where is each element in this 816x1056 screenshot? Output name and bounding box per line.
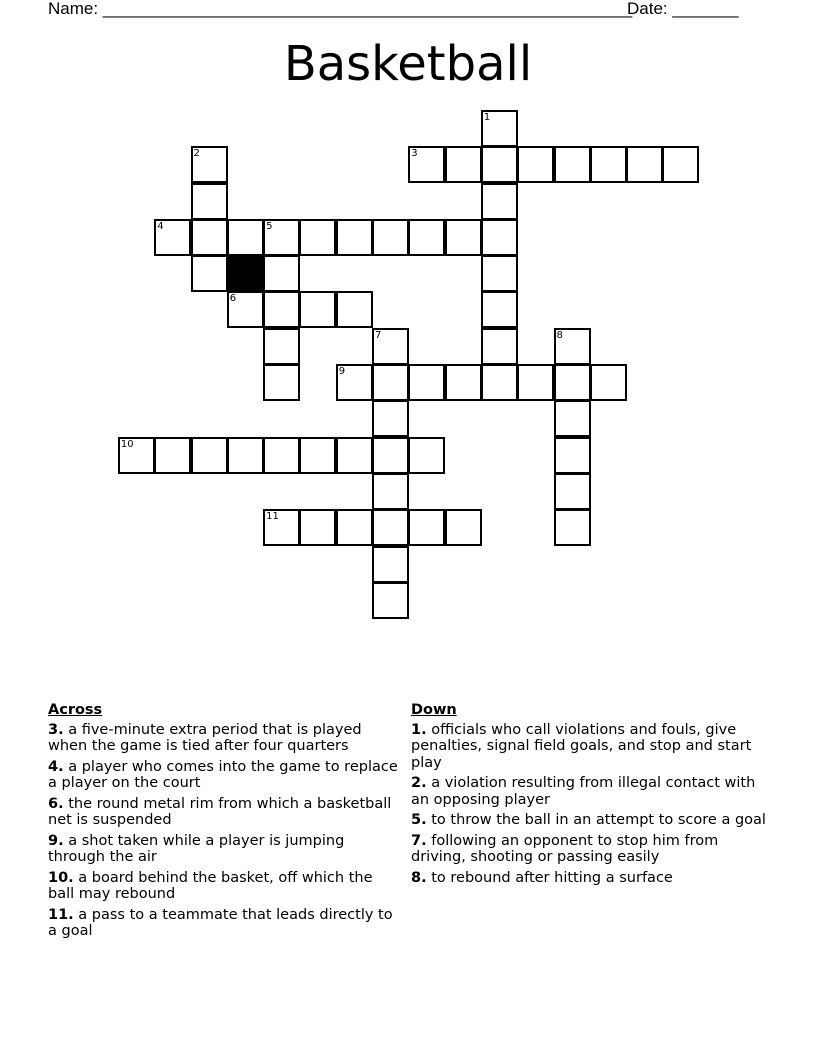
clue-across-9 xyxy=(48,833,398,866)
clue-text: a five-minute extra period that is played when the game is tied after four quarters xyxy=(48,721,362,754)
grid-cell[interactable] xyxy=(408,219,445,256)
grid-cell[interactable] xyxy=(263,219,300,256)
grid-cell[interactable] xyxy=(481,183,518,220)
grid-cell[interactable] xyxy=(481,110,518,147)
grid-cell[interactable] xyxy=(154,437,191,474)
grid-cell[interactable] xyxy=(336,437,373,474)
page-title: Basketball xyxy=(283,36,533,92)
grid-cell[interactable] xyxy=(372,328,409,365)
clue-text: the round metal rim from which a basketball net is suspended xyxy=(48,795,392,828)
grid-cell[interactable] xyxy=(554,328,591,365)
grid-cell[interactable] xyxy=(408,509,445,546)
grid-cell[interactable] xyxy=(408,364,445,401)
black-cell xyxy=(227,255,264,292)
grid-cell[interactable] xyxy=(191,437,228,474)
name-field[interactable]: Name: ________________________________________________________ xyxy=(48,0,633,18)
clue-text: a player who comes into the game to replace a player on the court xyxy=(48,758,398,791)
clue-number: 4. xyxy=(48,758,64,775)
grid-cell[interactable] xyxy=(590,146,627,183)
grid-cell[interactable] xyxy=(481,255,518,292)
grid-cell[interactable] xyxy=(299,291,336,328)
grid-cell[interactable] xyxy=(372,437,409,474)
clue-number: 11. xyxy=(48,906,74,923)
grid-cell[interactable] xyxy=(227,291,264,328)
grid-cell[interactable] xyxy=(372,219,409,256)
clue-number: 1. xyxy=(411,721,427,738)
clue-number-label: 5 xyxy=(266,220,273,232)
grid-cell[interactable] xyxy=(227,219,264,256)
grid-cell[interactable] xyxy=(263,255,300,292)
grid-cell[interactable] xyxy=(372,400,409,437)
clue-across-4 xyxy=(48,759,398,792)
clue-across-3 xyxy=(48,722,398,755)
grid-cell[interactable] xyxy=(590,364,627,401)
grid-cell[interactable] xyxy=(336,291,373,328)
grid-cell[interactable] xyxy=(336,509,373,546)
clue-text: following an opponent to stop him from driving, shooting or passing easily xyxy=(411,832,719,865)
grid-cell[interactable] xyxy=(263,509,300,546)
clue-text: a shot taken while a player is jumping through the air xyxy=(48,832,345,865)
date-field[interactable]: Date: _______ xyxy=(627,0,739,18)
grid-cell[interactable] xyxy=(372,546,409,583)
grid-cell[interactable] xyxy=(191,183,228,220)
clue-text: a violation resulting from illegal contact with an opposing player xyxy=(411,775,756,808)
grid-cell[interactable] xyxy=(517,146,554,183)
grid-cell[interactable] xyxy=(263,437,300,474)
grid-cell[interactable] xyxy=(336,364,373,401)
grid-cell[interactable] xyxy=(408,437,445,474)
clue-number-label: 3 xyxy=(411,148,418,160)
across-heading: Across xyxy=(48,702,103,718)
grid-cell[interactable] xyxy=(372,582,409,619)
clue-number-label: 1 xyxy=(483,111,491,123)
grid-cell[interactable] xyxy=(445,146,482,183)
grid-cell[interactable] xyxy=(445,364,482,401)
grid-cell[interactable] xyxy=(299,509,336,546)
grid-cell[interactable] xyxy=(481,328,518,365)
grid-cell[interactable] xyxy=(299,219,336,256)
grid-cell[interactable] xyxy=(263,291,300,328)
clue-number: 8. xyxy=(411,869,427,886)
clue-number-label: 8 xyxy=(556,329,563,341)
clue-number: 2. xyxy=(411,775,427,791)
grid-cell[interactable] xyxy=(299,437,336,474)
clue-number: 6. xyxy=(48,795,64,812)
grid-cell[interactable] xyxy=(372,509,409,546)
clue-number-label: 7 xyxy=(375,329,382,341)
clue-text: to rebound after hitting a surface xyxy=(431,869,673,886)
grid-cell[interactable] xyxy=(445,509,482,546)
grid-cell[interactable] xyxy=(626,146,663,183)
clue-down-2 xyxy=(411,775,773,808)
grid-cell[interactable] xyxy=(554,146,591,183)
clue-number-label: 4 xyxy=(157,220,164,232)
grid-cell[interactable] xyxy=(408,146,445,183)
grid-cell[interactable] xyxy=(517,364,554,401)
grid-cell[interactable] xyxy=(481,146,518,183)
grid-cell[interactable] xyxy=(554,364,591,401)
grid-cell[interactable] xyxy=(481,364,518,401)
clue-text: a board behind the basket, off which the ball may rebound xyxy=(48,869,373,902)
clue-across-10 xyxy=(48,870,398,903)
grid-cell[interactable] xyxy=(662,146,699,183)
grid-cell[interactable] xyxy=(336,219,373,256)
down-heading: Down xyxy=(411,702,457,718)
clue-number-label: 10 xyxy=(120,438,134,450)
clue-across-6 xyxy=(48,796,398,829)
grid-cell[interactable] xyxy=(554,400,591,437)
clue-number: 5. xyxy=(411,812,427,828)
clue-text: to throw the ball in an attempt to score a goal xyxy=(431,812,766,828)
clue-number: 7. xyxy=(411,832,427,849)
grid-cell[interactable] xyxy=(263,364,300,401)
across-clues xyxy=(48,702,398,944)
clue-text: a pass to a teammate that leads directly to a goal xyxy=(48,906,393,939)
grid-cell[interactable] xyxy=(372,473,409,510)
clue-number-label: 6 xyxy=(229,293,237,305)
grid-cell[interactable] xyxy=(481,291,518,328)
grid-cell[interactable] xyxy=(263,328,300,365)
grid-cell[interactable] xyxy=(154,219,191,256)
grid-cell[interactable] xyxy=(554,509,591,546)
clue-across-11 xyxy=(48,907,398,940)
clue-number: 10. xyxy=(48,869,74,886)
clue-down-1 xyxy=(411,722,773,772)
down-clues xyxy=(411,702,773,890)
clue-down-8 xyxy=(411,870,773,887)
grid-cell[interactable] xyxy=(481,219,518,256)
grid-cell[interactable] xyxy=(554,437,591,474)
grid-cell[interactable] xyxy=(445,219,482,256)
clue-text: officials who call violations and fouls, give penalties, signal field goals, and stop and start play xyxy=(411,721,752,771)
clue-number-label: 9 xyxy=(338,366,346,377)
clue-number-label: 11 xyxy=(266,511,279,523)
clue-down-5 xyxy=(411,812,773,829)
grid-cell[interactable] xyxy=(191,146,228,183)
grid-cell[interactable] xyxy=(118,437,155,474)
grid-cell[interactable] xyxy=(227,437,264,474)
clue-down-7 xyxy=(411,833,773,866)
grid-cell[interactable] xyxy=(191,219,228,256)
grid-cell[interactable] xyxy=(372,364,409,401)
grid-cell[interactable] xyxy=(191,255,228,292)
grid-cell[interactable] xyxy=(554,473,591,510)
clue-number-label: 2 xyxy=(193,148,200,160)
clue-number: 3. xyxy=(48,721,64,738)
clue-number: 9. xyxy=(48,832,64,849)
